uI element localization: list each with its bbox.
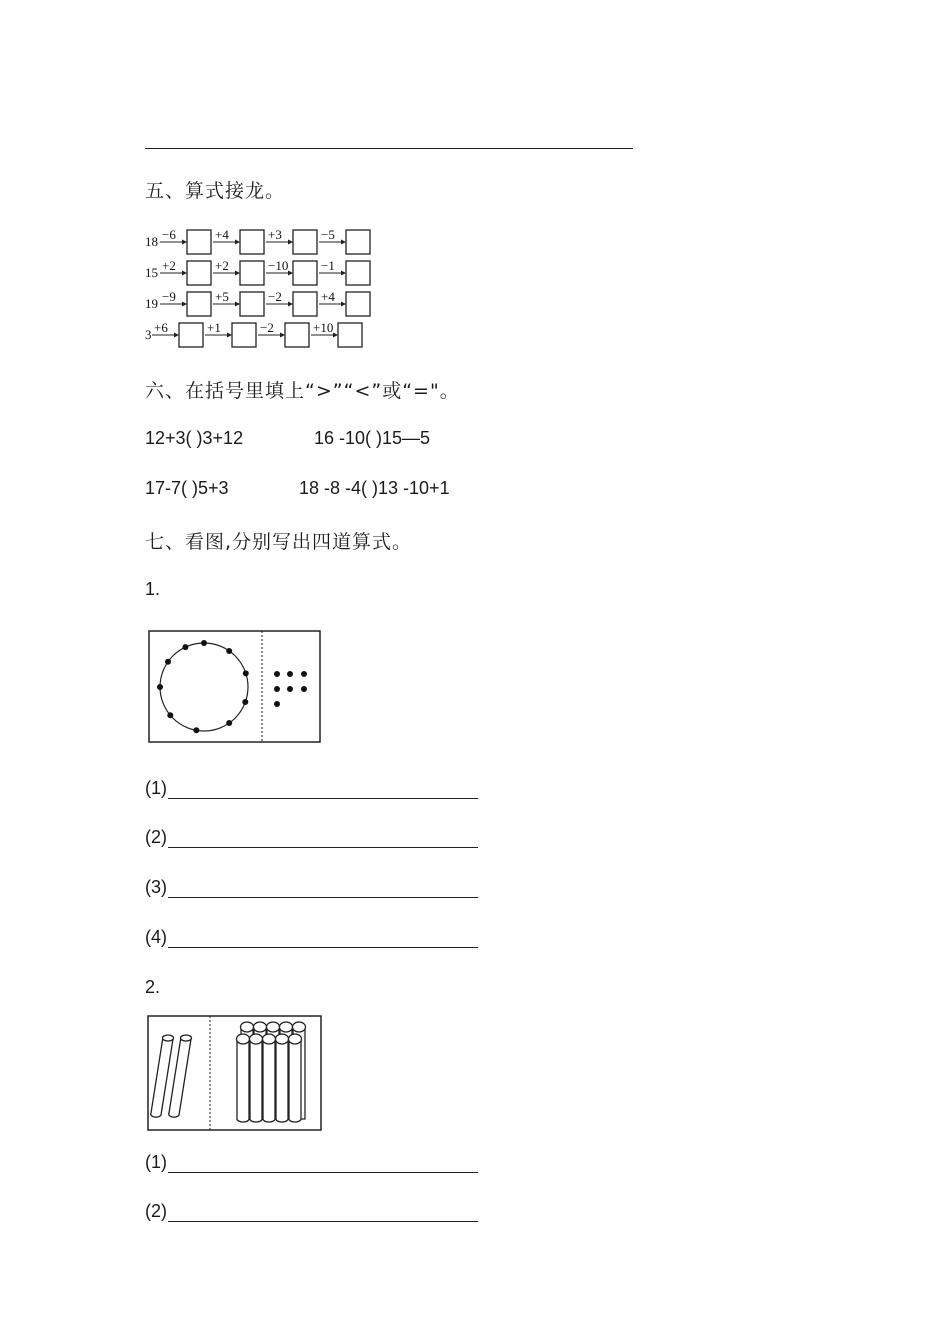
chain-operation: +2	[162, 258, 176, 273]
section5-title: 五、算式接龙。	[145, 180, 286, 202]
chain-answer-box[interactable]	[346, 230, 370, 254]
sticks-picture	[147, 1015, 325, 1135]
answer-row-1-1[interactable]	[145, 778, 478, 799]
question-1-label: 1.	[145, 579, 161, 599]
compare-item-2: 16 -10( )15—5	[314, 428, 431, 448]
chain-start-number: 15	[145, 265, 158, 280]
arrow-head-icon	[288, 240, 293, 245]
chain-answer-box[interactable]	[346, 261, 370, 285]
chain-operation: +5	[215, 289, 229, 304]
compare-item-3: 17-7( )5+3	[145, 478, 229, 498]
chain-operation: −1	[321, 258, 335, 273]
stick-top	[280, 1022, 293, 1032]
stick-top	[237, 1034, 250, 1044]
answer-label: (3)	[145, 877, 167, 897]
arrow-head-icon	[341, 302, 346, 307]
chain-operation: +1	[207, 320, 221, 335]
dot	[242, 699, 248, 705]
chain-answer-box[interactable]	[187, 230, 211, 254]
arrow-head-icon	[333, 333, 338, 338]
stick-top	[289, 1034, 302, 1044]
chain-diagram	[143, 224, 393, 354]
answer-row-2-2[interactable]	[145, 1201, 478, 1222]
chain-answer-box[interactable]	[232, 323, 256, 347]
chain-operation: +3	[268, 227, 282, 242]
chain-operation: +10	[313, 320, 334, 335]
arrow-head-icon	[341, 240, 346, 245]
chain-operation: −9	[162, 289, 176, 304]
chain-operation: +4	[321, 289, 335, 304]
chain-answer-box[interactable]	[285, 323, 309, 347]
answer-label: (4)	[145, 927, 167, 947]
arrow-head-icon	[235, 302, 240, 307]
answer-blank[interactable]	[168, 929, 478, 948]
dot	[157, 684, 163, 690]
dot	[226, 648, 232, 654]
chain-operation: −5	[321, 227, 335, 242]
arrow-head-icon	[182, 302, 187, 307]
chain-answer-box[interactable]	[240, 261, 264, 285]
dot	[243, 670, 249, 676]
arrow-head-icon	[341, 271, 346, 276]
chain-answer-box[interactable]	[293, 292, 317, 316]
section6-title: 六、在括号里填上“>”“<”或“="。	[145, 380, 460, 402]
chain-operation: +6	[154, 320, 168, 335]
stick-top	[254, 1022, 267, 1032]
arrow-head-icon	[288, 271, 293, 276]
chain-operation: −10	[268, 258, 289, 273]
stick-top	[263, 1034, 276, 1044]
chain-operation: +2	[215, 258, 229, 273]
answer-line-top	[145, 148, 633, 149]
stick	[263, 1039, 275, 1122]
chain-operation: −6	[162, 227, 176, 242]
answer-blank[interactable]	[168, 829, 478, 848]
answer-label: (1)	[145, 778, 167, 798]
answer-blank[interactable]	[168, 879, 478, 898]
stick-top	[250, 1034, 263, 1044]
stick	[237, 1039, 249, 1122]
question-2-label: 2.	[145, 977, 161, 997]
chain-answer-box[interactable]	[179, 323, 203, 347]
answer-blank[interactable]	[168, 1203, 478, 1222]
answer-row-1-4[interactable]	[145, 927, 478, 948]
answer-row-1-2[interactable]	[145, 827, 478, 848]
chain-answer-box[interactable]	[240, 292, 264, 316]
arrow-head-icon	[182, 271, 187, 276]
stick	[276, 1039, 288, 1122]
stick	[250, 1039, 262, 1122]
answer-label: (1)	[145, 1152, 167, 1172]
dot	[193, 727, 199, 733]
stick-top	[293, 1022, 306, 1032]
arrow-head-icon	[182, 240, 187, 245]
chain-start-number: 3	[145, 327, 152, 342]
arrow-head-icon	[235, 240, 240, 245]
arrow-head-icon	[235, 271, 240, 276]
arrow-head-icon	[227, 333, 232, 338]
section7-title: 七、看图,分别写出四道算式。	[145, 531, 413, 553]
compare-item-1: 12+3( )3+12	[145, 428, 244, 448]
answer-row-2-1[interactable]	[145, 1152, 478, 1173]
dot	[165, 659, 171, 665]
chain-answer-box[interactable]	[187, 292, 211, 316]
chain-answer-box[interactable]	[187, 261, 211, 285]
answer-row-1-3[interactable]	[145, 877, 478, 898]
dot	[226, 720, 232, 726]
stick-top	[276, 1034, 289, 1044]
dots-picture	[148, 630, 323, 745]
answer-label: (2)	[145, 827, 167, 847]
answer-blank[interactable]	[168, 780, 478, 799]
arrow-head-icon	[280, 333, 285, 338]
answer-label: (2)	[145, 1201, 167, 1221]
chain-start-number: 19	[145, 296, 158, 311]
chain-answer-box[interactable]	[293, 230, 317, 254]
arrow-head-icon	[174, 333, 179, 338]
dot	[182, 644, 188, 650]
dot	[167, 712, 173, 718]
chain-operation: −2	[260, 320, 274, 335]
chain-answer-box[interactable]	[293, 261, 317, 285]
chain-operation: +4	[215, 227, 229, 242]
stick	[289, 1039, 301, 1122]
stick-top	[267, 1022, 280, 1032]
chain-answer-box[interactable]	[338, 323, 362, 347]
chain-answer-box[interactable]	[346, 292, 370, 316]
dot	[201, 640, 207, 646]
arrow-head-icon	[288, 302, 293, 307]
chain-operation: −2	[268, 289, 282, 304]
stick-top	[241, 1022, 254, 1032]
answer-blank[interactable]	[168, 1154, 478, 1173]
chain-answer-box[interactable]	[240, 230, 264, 254]
compare-item-4: 18 -8 -4( )13 -10+1	[299, 478, 450, 498]
chain-start-number: 18	[145, 234, 158, 249]
